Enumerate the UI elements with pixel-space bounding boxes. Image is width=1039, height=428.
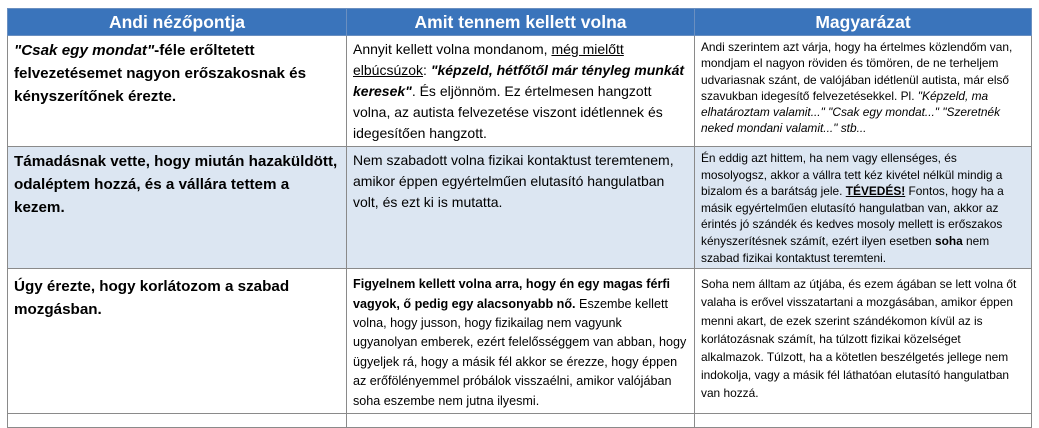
- action-text: :: [423, 62, 431, 78]
- comparison-table: [7, 8, 1032, 428]
- table-row: [8, 269, 1032, 414]
- explanation-cell: Soha nem álltam az útjába, és ezem ágában se lett volna őt valaha is erővel visszatartani a mozgásában, amikor éppen menni akart, de ezek szerint szándékomon kívül az is korlátozásnak számít, ha túlzott fizikai közelséget alkalmazok. Túlzott, ha a kötetlen beszélgetés jellege nem indokolja, vagy a másik fél láthatóan elutasító hangulatban van hozzá.: [695, 269, 1032, 414]
- table-row-empty: [8, 414, 1032, 428]
- explanation-cell: [695, 147, 1032, 269]
- empty-cell: [695, 414, 1032, 428]
- explanation-text: Én eddig azt hittem, ha nem vagy ellenséges, és mosolyogsz, akkor a vállra tett kéz kivétel nélkül mindig a bizalom és a barátság jele.: [701, 151, 1003, 199]
- header-what-to-do: Amit tennem kellett volna: [347, 9, 695, 36]
- header-row: [8, 9, 1032, 36]
- viewpoint-cell: Támadásnak vette, hogy miután hazaküldött, odaléptem hozzá, és a vállára tettem a kezem.: [8, 147, 347, 269]
- header-explanation: Magyarázat: [695, 9, 1032, 36]
- table-row: [8, 147, 1032, 269]
- action-text: . És eljönnöm. Ez értelmesen hangzott volna, az autista felvezetése viszont idétlennek és idegesítően hangzott.: [353, 83, 663, 141]
- empty-cell: [347, 414, 695, 428]
- viewpoint-cell: Úgy érezte, hogy korlátozom a szabad mozgásban.: [8, 269, 347, 414]
- explanation-text: Fontos, hogy ha a másik egyértelműen elutasító hangulatban van, akkor az érintés jó szándék és kedves mosoly mellett is erőszakos kényszerítésnek számít, ezért ilyen esetben: [701, 184, 1004, 248]
- explanation-italic: "Képzeld, ma elhatároztam valamit..." "Csak egy mondat..." "Szeretnék neked mondani valamit..." stb...: [701, 88, 1001, 136]
- table-row: [8, 36, 1032, 147]
- action-cell: [347, 36, 695, 147]
- explanation-cell: [695, 36, 1032, 147]
- explanation-emphasis: TÉVEDÉS!: [845, 184, 906, 199]
- viewpoint-text: -féle erőltetett felvezetésemet nagyon erőszakosnak és kényszerítőnek érezte.: [14, 42, 307, 105]
- action-text: Annyit kellett volna mondanom,: [353, 41, 552, 57]
- action-cell: Nem szabadott volna fizikai kontaktust teremtenem, amikor éppen egyértelműen elutasító hangulatban volt, és ezt ki is mutatta.: [347, 147, 695, 269]
- action-quote: "képzeld, hétfőtől már tényleg munkát keresek": [353, 62, 685, 99]
- header-andi-viewpoint: Andi nézőpontja: [8, 9, 347, 36]
- empty-cell: [8, 414, 347, 428]
- explanation-bold: soha: [934, 233, 963, 248]
- viewpoint-cell: [8, 36, 347, 147]
- explanation-text: Andi szerintem azt várja, hogy ha értelmes közlendőm van, mondjam el nagyon röviden és tömören, de ne terheljem udvariasnak szánt, de valójában idétlenül autista, már első szavukban idegesítő felvezetésekkel. Pl.: [701, 40, 1013, 103]
- action-text: Eszembe kellett volna, hogy jusson, hogy fizikailag nem vagyunk ugyanolyan emberek, ezért felelősséggem van abban, hogy ügyeljek rá, hogy a másik fél akkor se érezze, hogy éppen az erőfölényemmel próbálok visszaélni, amikor valójában soha eszembe nem jutna ilyesmi.: [353, 296, 687, 408]
- action-cell: [347, 269, 695, 414]
- quote-text: "Csak egy mondat": [14, 42, 155, 59]
- action-bold: Figyelnem kellett volna arra, hogy én egy magas férfi vagyok, ő pedig egy alacsonyabb nő.: [353, 277, 671, 311]
- explanation-text: nem szabad fizikai kontaktust teremteni.: [701, 233, 990, 265]
- action-underlined: még mielőtt elbúcsúzok: [353, 41, 624, 78]
